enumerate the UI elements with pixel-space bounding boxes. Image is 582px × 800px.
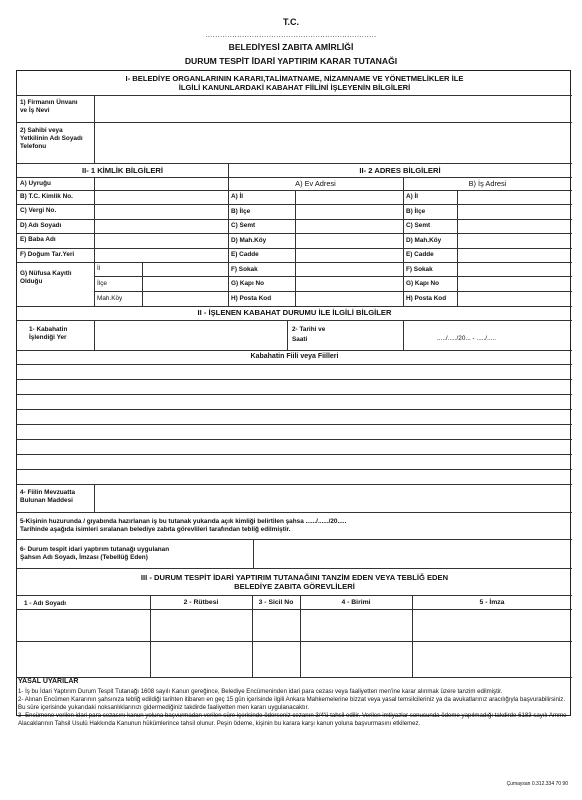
registry-label-2: Olduğu xyxy=(20,278,43,285)
registry-label-1: G) Nüfusa Kayıtlı xyxy=(20,270,72,277)
officer-row-2[interactable] xyxy=(17,641,572,677)
work-field-semt: C) Semt xyxy=(406,222,431,229)
col-unit: 4 - Birimi xyxy=(341,599,371,606)
item6-line-2: Şahsın Adı Soyadı, İmzası (Tebellüğ Eden) xyxy=(20,554,148,561)
home-address-header: A) Ev Adresi xyxy=(295,179,336,188)
note-1: 1- İş bu İdari Yaptırım Durum Tespit Tutanağı 1608 sayılı Kanun gereğince, Belediye Encümeninden idari para cezası veya faaliyetten men'ine karar alınmak üzere tanzim edilmiştir. xyxy=(18,688,503,696)
col-registry: 3 - Sicil No xyxy=(258,599,294,606)
identity-field-tc-no: B) T.C. Kimlik No. xyxy=(20,193,73,200)
item5-line-2: Tarihinde aşağıda isimleri sıralanan belediye zabıta görevlileri tarafından tebliğ edilmiştir. xyxy=(20,526,291,533)
owner-label-1: 2) Sahibi veya xyxy=(20,127,63,134)
municipality-name-blank[interactable]: ...................................................................... xyxy=(205,32,377,39)
printer-footer: Çumaysan 0.312.334 70 90 xyxy=(506,781,568,787)
place-field[interactable] xyxy=(94,320,287,350)
work-field-il: A) İl xyxy=(406,193,419,200)
home-field-mahkoy: D) Mah.Köy xyxy=(231,237,267,244)
form-title-1: BELEDİYESİ ZABITA AMİRLİĞİ xyxy=(228,42,354,52)
material-label-1: 4- Fiilin Mevzuatta xyxy=(20,489,76,496)
registry-sub-mahkoy: Mah.Köy xyxy=(97,295,123,302)
officer-row-1[interactable] xyxy=(17,609,572,641)
identity-title: II- 1 KİMLİK BİLGİLERİ xyxy=(82,166,163,175)
home-field-kapino: G) Kapı No xyxy=(231,280,265,287)
firm-field[interactable] xyxy=(94,95,572,122)
section1-title-1: I- BELEDİYE ORGANLARININ KARARI,TALİMATNAME, NİZAMNAME VE YÖNETMELİKLER İLE xyxy=(125,74,464,83)
col-rank: 2 - Rütbesi xyxy=(183,599,219,606)
identity-field-name: D) Adı Soyadı xyxy=(20,222,62,229)
place-label-2: İşlendiği Yer xyxy=(29,334,67,341)
work-field-postakod: H) Posta Kod xyxy=(406,295,447,302)
form-title-2: DURUM TESPİT İDARİ YAPTIRIM KARAR TUTANAĞI xyxy=(184,56,398,66)
address-title: II- 2 ADRES BİLGİLERİ xyxy=(359,166,441,175)
home-field-postakod: H) Posta Kod xyxy=(231,295,272,302)
legal-notes xyxy=(18,678,568,729)
date-label-2: Saati xyxy=(292,336,308,343)
firm-label-2: ve İş Nevi xyxy=(20,107,50,114)
identity-field-nationality: A) Uyruğu xyxy=(20,180,51,187)
work-address-header: B) İş Adresi xyxy=(468,179,507,188)
acts-header: Kabahatin Fiili veya Fiilleri xyxy=(250,353,339,360)
place-label-1: 1- Kabahatin xyxy=(29,326,68,333)
header-tc: T.C. xyxy=(282,17,299,27)
owner-label-2: Yetkilinin Adı Soyadı xyxy=(20,135,83,142)
owner-label-3: Telefonu xyxy=(20,143,47,150)
section3-title-2: BELEDİYE ZABITA GÖREVLİLERİ xyxy=(234,582,355,591)
owner-field[interactable] xyxy=(94,122,572,163)
identity-field-birth: F) Doğum Tar.Yeri xyxy=(20,251,75,258)
home-field-cadde: E) Cadde xyxy=(231,251,259,258)
note-3: 3- Encümene verilen idari para cezasını kanun yoluna başvurmadan verilen süre içerisinde öderseniz cezanın 3/4'ü tahsil edilir. Verilen imtiyazlar sonucunda ödeme yapılmadığı takdirde 6183 sayılı Amme Alacaklarının Tahsil Usulü Hakkında Kanunun hükümlerince tahsil olunur. Peşin ödeme, kişinin bu karara karşı kanun yoluna başvurmasını etkilemez. xyxy=(18,712,567,728)
material-label-2: Bulunan Maddesi xyxy=(20,497,73,504)
date-field[interactable]: ...../...../20... - ...../..... xyxy=(437,335,496,342)
identity-field-tax-no: C) Vergi No. xyxy=(20,207,57,214)
item6-line-1: 6- Durum tespit idari yaptırım tutanağı uygulanan xyxy=(20,546,170,553)
note-2: 2- Alınan Encümen Kararının şahsınıza tebliğ edildiği tarihten itibaren en geç 15 gün içerisinde ilgili Ankara Mahkemelerine bizzat veya yasal temsilcileriniz ya da avukatlarınız aracılığıyla başvurabilirsiniz. Bu süre içerisinde yukarıdaki noksanlıklarınızı gidermediğiniz takdirde faaliyetten men kararı uygulanacaktır. xyxy=(18,696,566,712)
item6-signature-field[interactable] xyxy=(253,539,572,568)
registry-sub-ilce: İlçe xyxy=(97,280,107,287)
home-field-sokak: F) Sokak xyxy=(231,266,258,273)
material-field[interactable] xyxy=(94,484,572,512)
home-field-ilce: B) İlçe xyxy=(231,208,251,215)
section3-title-1: III - DURUM TESPİT İDARİ YAPTIRIM TUTANAĞINI TANZİM EDEN VEYA TEBLİĞ EDEN xyxy=(140,573,449,582)
firm-label-1: 1) Firmanın Ünvanı xyxy=(20,99,78,106)
form-frame xyxy=(16,70,571,716)
col-signature: 5 - İmza xyxy=(479,599,505,606)
section1-title-2: İLGİLİ KANUNLARDAKİ KABAHAT FİİLİNİ İŞLEYENİN BİLGİLERİ xyxy=(178,83,411,92)
home-field-il: A) İl xyxy=(231,193,244,200)
work-field-kapino: G) Kapı No xyxy=(406,280,440,287)
item5-line-1: 5-Kişinin huzurunda / gıyabında hazırlanan iş bu tutanak yukarıda açık kimliği belirtilen şahsa ....../....../20..... xyxy=(20,518,347,525)
work-field-sokak: F) Sokak xyxy=(406,266,433,273)
identity-field-father: E) Baba Adı xyxy=(20,236,56,243)
section2-title: II - İŞLENEN KABAHAT DURUMU İLE İLGİLİ BİLGİLER xyxy=(197,308,392,317)
registry-sub-il: İl xyxy=(97,265,101,272)
work-field-cadde: E) Cadde xyxy=(406,251,434,258)
home-field-semt: C) Semt xyxy=(231,222,256,229)
acts-field[interactable] xyxy=(17,364,572,484)
col-name: 1 - Adı Soyadı xyxy=(24,600,67,607)
date-label-1: 2- Tarihi ve xyxy=(292,326,326,333)
notes-title: YASAL UYARILAR xyxy=(18,678,79,685)
work-field-mahkoy: D) Mah.Köy xyxy=(406,237,442,244)
work-field-ilce: B) İlçe xyxy=(406,208,426,215)
